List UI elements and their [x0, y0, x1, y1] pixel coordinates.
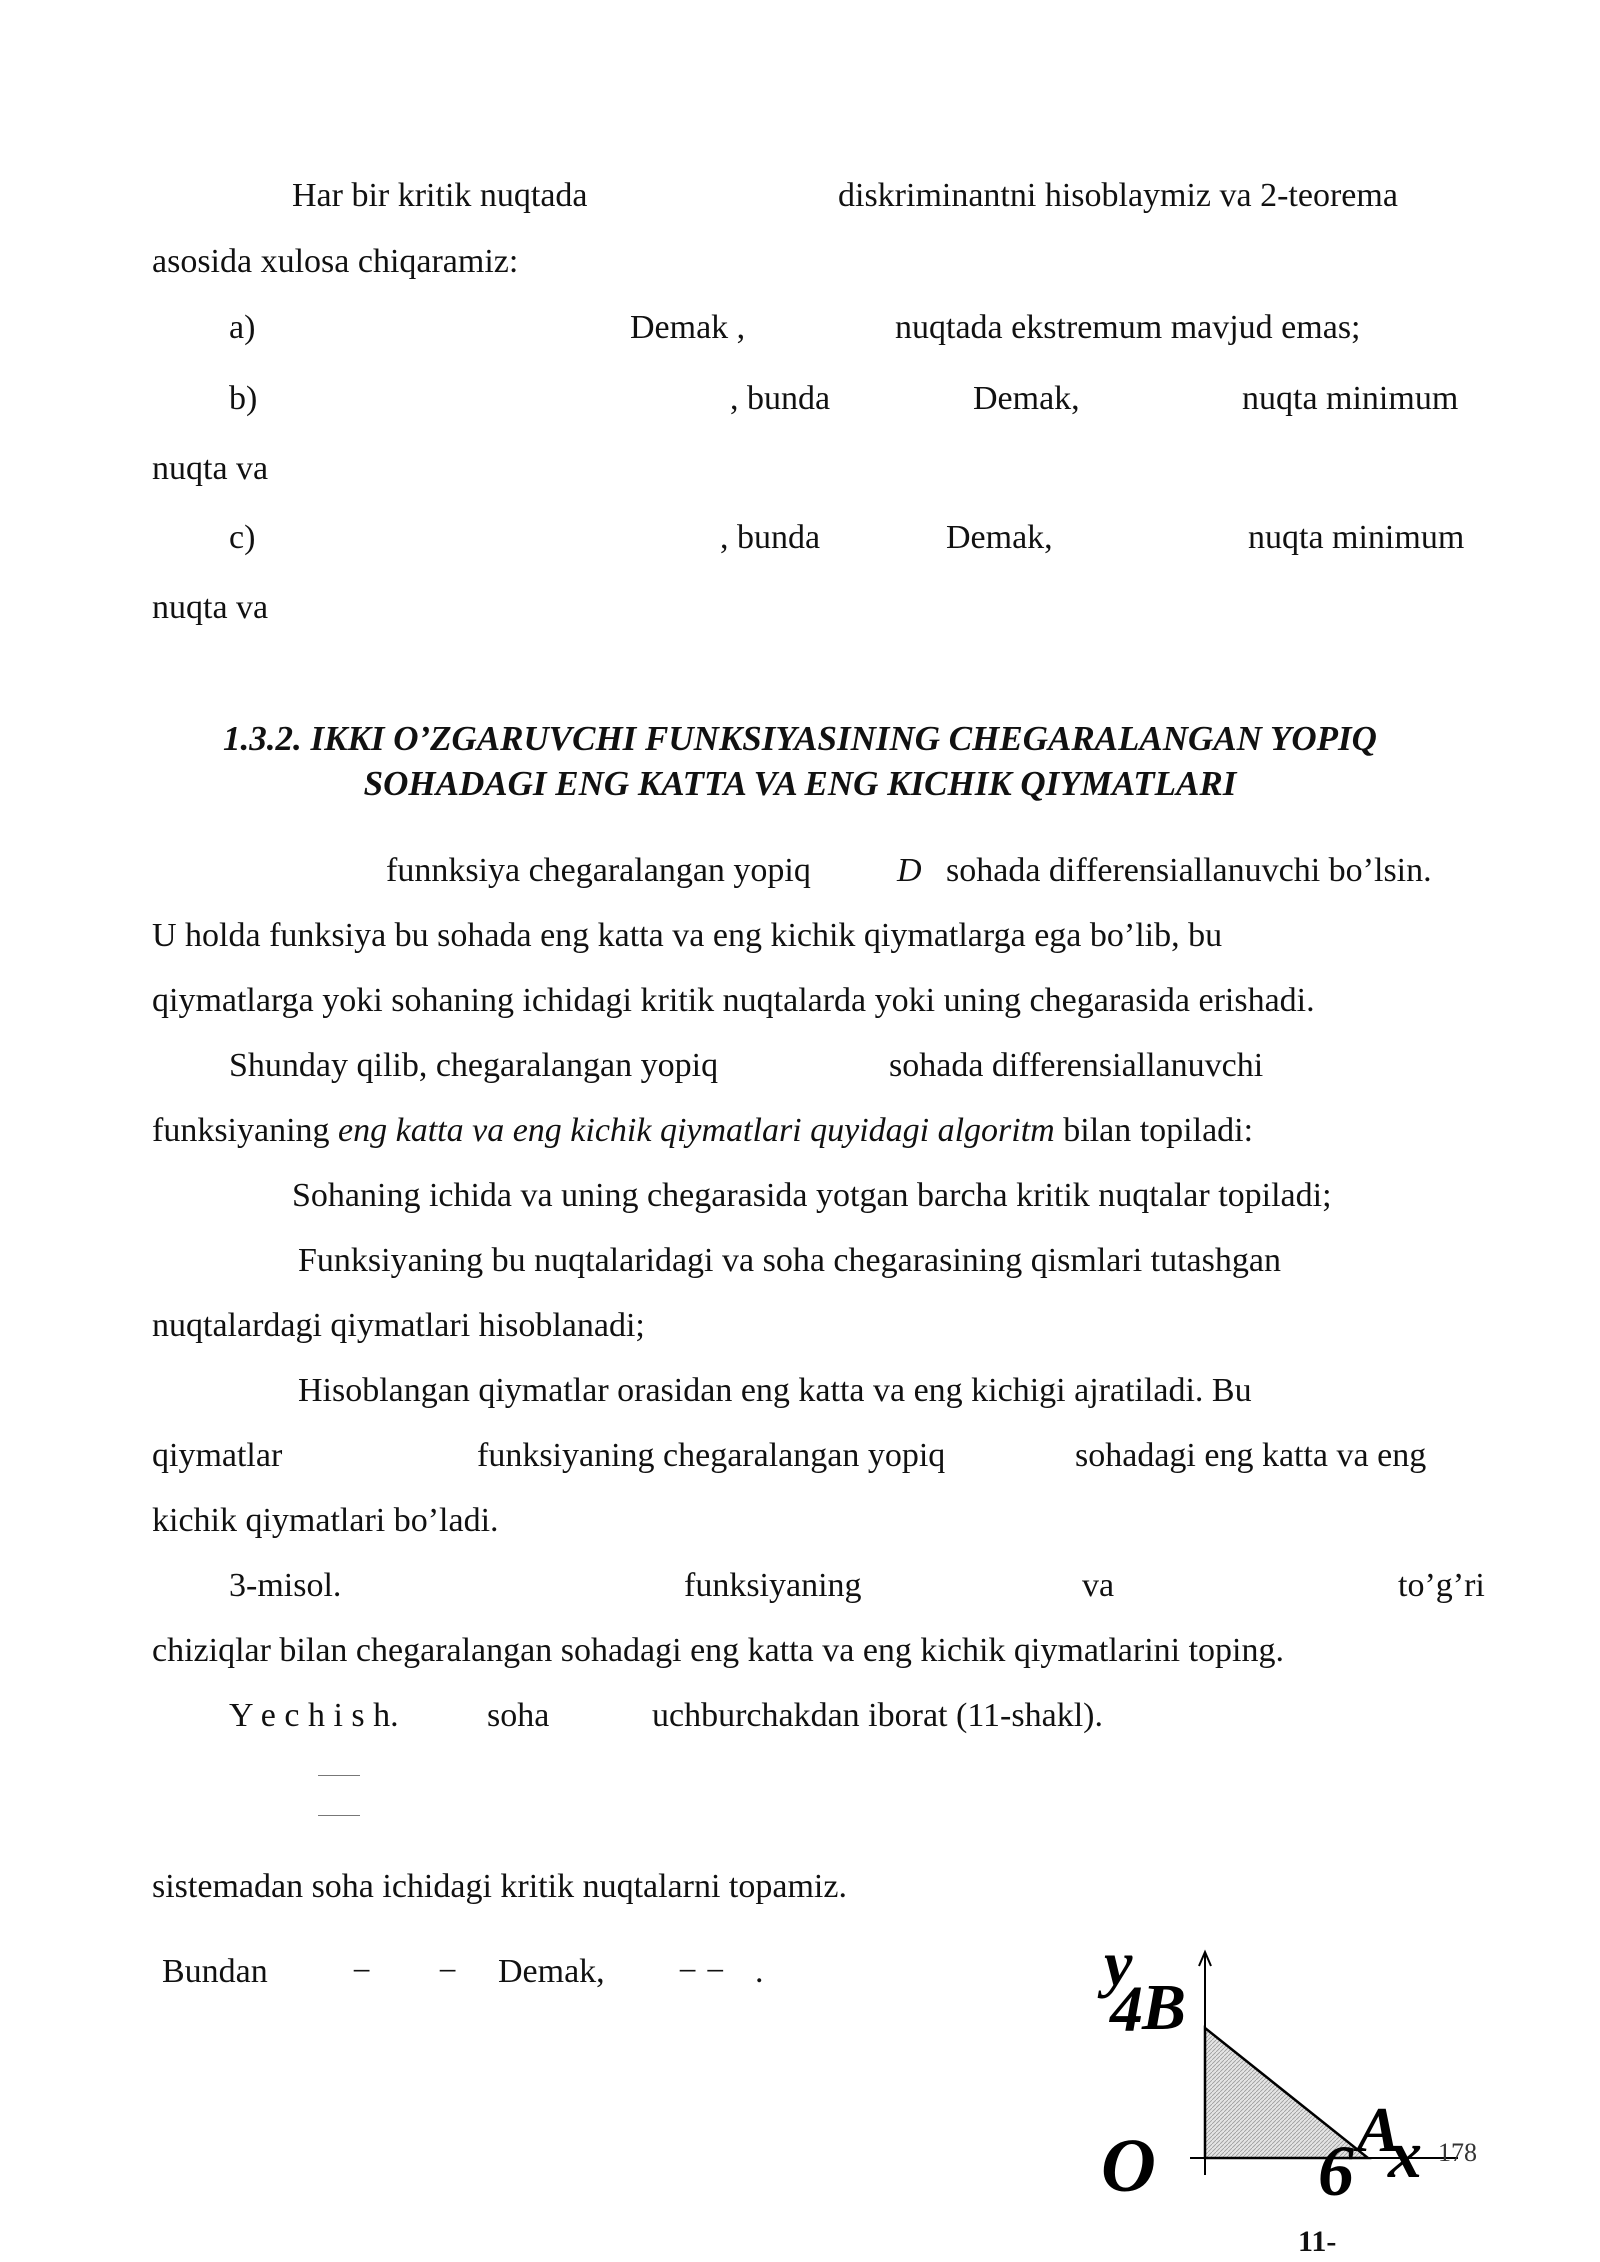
text-fragment: nuqtada ekstremum mavjud emas; [895, 309, 1361, 346]
text-fragment: va [1082, 1567, 1115, 1604]
text-fragment: , bunda [720, 519, 821, 556]
text-line: nuqtalardagi qiymatlari hisoblanadi; [152, 1307, 645, 1344]
domain-symbol: D [897, 852, 922, 889]
case-a-label: a) [229, 309, 256, 346]
emphasis: eng katta va eng kichik qiymatlari quyidagi algoritm [338, 1112, 1055, 1149]
text-fragment: nuqta minimum [1248, 519, 1465, 556]
text-line: chiziqlar bilan chegaralangan sohadagi eng katta va eng kichik qiymatlarini toping. [152, 1632, 1284, 1669]
y-axis-label: y [1104, 1928, 1133, 1999]
text-fragment: sohada differensiallanuvchi [889, 1047, 1264, 1084]
solution-label: Y e c h i s h. [229, 1697, 399, 1734]
section-heading-line1: 1.3.2. IKKI O’ZGARUVCHI FUNKSIYASINING CHEGARALANGAN YOPIQ [223, 719, 1377, 758]
minus-sign: − [352, 1953, 372, 1990]
text-fragment: funnksiya chegaralangan yopiq [386, 852, 811, 889]
algorithm-step-2: Funksiyaning bu nuqtalaridagi va soha chegarasining qismlari tutashgan [298, 1242, 1281, 1279]
text-line: U holda funksiya bu sohada eng katta va eng kichik qiymatlarga ega bo’lib, bu [152, 917, 1223, 954]
text-fragment: funksiyaning chegaralangan yopiq [477, 1437, 946, 1474]
text-fragment: bilan topiladi: [1054, 1112, 1254, 1149]
minus-sign: − − [678, 1953, 725, 1990]
text-line: nuqta va [152, 589, 269, 626]
origin-label: O [1101, 2124, 1156, 2208]
text-fragment: nuqta minimum [1242, 380, 1459, 417]
figure-caption: 11- [1298, 2225, 1337, 2258]
text-fragment: Demak, [498, 1953, 605, 1990]
section-heading-line2: SOHADAGI ENG KATTA VA ENG KICHIK QIYMATLARI [363, 764, 1237, 803]
text-fragment: Bundan [162, 1953, 268, 1990]
text-line: nuqta va [152, 450, 269, 487]
text-fragment: qiymatlar [152, 1437, 283, 1474]
case-b-label: b) [229, 380, 258, 417]
text-line: sistemadan soha ichidagi kritik nuqtalarni topamiz. [152, 1868, 847, 1905]
text-fragment: to’g’ri [1398, 1567, 1485, 1604]
case-c-label: c) [229, 519, 256, 556]
text-fragment: uchburchakdan iborat (11-shakl). [652, 1697, 1103, 1734]
text-line: kichik qiymatlari bo’ladi. [152, 1502, 499, 1539]
text-line: asosida xulosa chiqaramiz: [152, 243, 519, 280]
text-fragment: sohada differensiallanuvchi bo’lsin. [946, 852, 1432, 889]
text-fragment: funksiyaning [152, 1112, 339, 1149]
algorithm-step-3: Hisoblangan qiymatlar orasidan eng katta va eng kichigi ajratiladi. Bu [298, 1372, 1252, 1409]
text-line: Har bir kritik nuqtada [292, 177, 588, 214]
text-fragment: soha [487, 1697, 550, 1734]
text-line: diskriminantni hisoblaymiz va 2-teorema [838, 177, 1398, 214]
minus-sign: − [438, 1953, 458, 1990]
text-fragment: Demak, [946, 519, 1053, 556]
text-fragment: sohadagi eng katta va eng [1075, 1437, 1427, 1474]
page-number: 178 [1438, 2138, 1477, 2167]
point-label-b: B [1142, 1971, 1187, 2044]
text-line: qiymatlarga yoki sohaning ichidagi kritik nuqtalarda yoki uning chegarasida erishadi. [152, 982, 1315, 1019]
x-axis-label: x [1388, 2116, 1422, 2192]
point-label-6: 6 [1318, 2131, 1354, 2211]
text-fragment: Demak, [973, 380, 1080, 417]
text-fragment: . [755, 1953, 764, 1990]
example-label: 3-misol. [229, 1567, 342, 1604]
text-fragment: Demak , [630, 309, 746, 346]
text-fragment: , bunda [730, 380, 831, 417]
algorithm-step-1: Sohaning ichida va uning chegarasida yotgan barcha kritik nuqtalar topiladi; [292, 1177, 1332, 1214]
point-label-a: A [1357, 2094, 1400, 2165]
text-fragment: funksiyaning [684, 1567, 862, 1604]
point-label-4: 4 [1110, 1973, 1143, 2046]
text-fragment: Shunday qilib, chegaralangan yopiq [229, 1047, 719, 1084]
